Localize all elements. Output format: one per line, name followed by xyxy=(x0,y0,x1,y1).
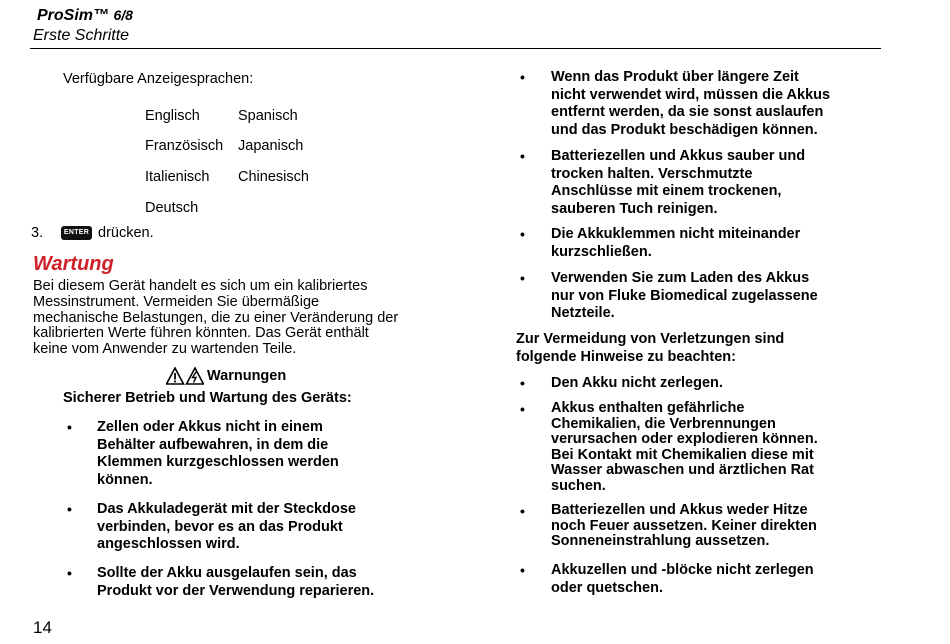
item-line: Akkus enthalten gefährliche xyxy=(551,400,745,416)
list-item xyxy=(551,270,818,323)
bullet-icon: • xyxy=(520,270,525,286)
item-line: Das Akkuladegerät mit der Steckdose xyxy=(97,501,356,517)
item-line: kurzschließen. xyxy=(551,243,652,260)
bullet-icon: • xyxy=(67,565,72,581)
intro-line: folgende Hinweise zu beachten: xyxy=(516,348,736,365)
list-item xyxy=(551,148,805,218)
language-item: Deutsch xyxy=(145,200,199,216)
language-item: Japanisch xyxy=(238,138,304,154)
item-line: Wenn das Produkt über längere Zeit xyxy=(551,69,799,85)
item-line: Behälter aufbewahren, in dem die xyxy=(97,436,329,453)
item-line: sauberen Tuch reinigen. xyxy=(551,200,718,217)
item-line: können. xyxy=(97,471,153,488)
item-line: entfernt werden, da sie sonst auslaufen xyxy=(551,104,824,120)
paragraph-line: Bei diesem Gerät handelt es sich um ein kalibriertes xyxy=(33,278,368,294)
step-number: 3. xyxy=(31,225,44,241)
item-line: verbinden, bevor es an das Produkt xyxy=(97,518,343,535)
language-item: Chinesisch xyxy=(238,169,309,185)
paragraph-line: Messinstrument. Vermeiden Sie übermäßige xyxy=(33,293,320,310)
paragraph-line: kalibrierten Werte führen könnten. Das Gerät enthält xyxy=(33,325,369,342)
item-line: Wasser abwaschen und ärztlichen Rat xyxy=(551,462,814,479)
item-line: Die Akkuklemmen nicht miteinander xyxy=(551,226,801,242)
enter-key-icon: ENTER xyxy=(61,226,92,240)
item-line: nicht verwendet wird, müssen die Akkus xyxy=(551,86,831,103)
intro-line: Zur Vermeidung von Verletzungen sind xyxy=(516,331,785,347)
languages-intro: Verfügbare Anzeigesprachen: xyxy=(63,71,254,87)
item-line: oder quetschen. xyxy=(551,579,663,596)
item-line: noch Feuer aussetzen. Keiner direkten xyxy=(551,517,817,534)
list-item xyxy=(97,565,374,600)
list-item xyxy=(551,562,814,597)
section-title: Erste Schritte xyxy=(33,27,130,44)
document-title xyxy=(37,7,133,25)
bullet-icon: • xyxy=(520,503,525,519)
item-line: suchen. xyxy=(551,477,606,494)
item-line: Klemmen kurzgeschlossen werden xyxy=(97,454,339,470)
item-line: Verwenden Sie zum Laden des Akkus xyxy=(551,270,810,286)
item-line: Produkt vor der Verwendung reparieren. xyxy=(97,582,375,599)
step-text: drücken. xyxy=(98,225,154,241)
bullet-icon: • xyxy=(67,419,72,435)
header-rule xyxy=(30,48,881,49)
warnings-heading xyxy=(166,367,286,385)
item-line: nur von Fluke Biomedical zugelassene xyxy=(551,287,818,304)
item-line: Sonneneinstrahlung aussetzen. xyxy=(551,533,770,550)
list-item xyxy=(551,375,723,393)
item-line: Batteriezellen und Akkus sauber und xyxy=(551,148,806,164)
item-line: Sollte der Akku ausgelaufen sein, das xyxy=(97,565,357,581)
item-line: Zellen oder Akkus nicht in einem xyxy=(97,419,323,435)
item-line: trocken halten. Verschmutzte xyxy=(551,165,753,182)
language-item: Spanisch xyxy=(238,108,298,124)
item-line: Chemikalien, die Verbrennungen xyxy=(551,415,776,432)
item-line: verursachen oder explodieren können. xyxy=(551,431,818,448)
list-item xyxy=(551,69,830,139)
item-line: Batteriezellen und Akkus weder Hitze xyxy=(551,502,808,518)
bullet-icon: • xyxy=(520,226,525,242)
item-line: Anschlüsse mit einem trockenen, xyxy=(551,183,782,199)
list-item xyxy=(97,419,339,489)
product-version: 6/8 xyxy=(113,7,133,23)
warnings-subtitle: Sicherer Betrieb und Wartung des Geräts: xyxy=(63,390,352,406)
maintenance-heading: Wartung xyxy=(33,253,114,275)
product-name: ProSim™ xyxy=(37,7,110,24)
item-line: angeschlossen wird. xyxy=(97,536,240,552)
list-item xyxy=(551,226,800,261)
paragraph-line: mechanische Belastungen, die zu einer Veränderung der xyxy=(33,309,399,326)
bullet-icon: • xyxy=(520,562,525,578)
paragraph-line: keine vom Anwender zu wartenden Teile. xyxy=(33,341,297,358)
language-item: Französisch xyxy=(145,138,224,154)
list-item xyxy=(551,503,817,550)
bullet-icon: • xyxy=(520,375,525,391)
bullet-icon: • xyxy=(520,69,525,85)
item-line: Bei Kontakt mit Chemikalien diese mit xyxy=(551,446,814,463)
item-line: Netzteile. xyxy=(551,305,615,321)
item-line: Den Akku nicht zerlegen. xyxy=(551,375,723,391)
item-line: und das Produkt beschädigen können. xyxy=(551,121,818,138)
injury-intro xyxy=(516,331,784,366)
bullet-icon: • xyxy=(520,401,525,417)
page-number: 14 xyxy=(33,618,52,637)
language-item: Englisch xyxy=(145,108,200,124)
list-item xyxy=(97,501,356,554)
warning-triangle-icon xyxy=(166,367,204,385)
list-item xyxy=(551,401,818,495)
item-line: Akkuzellen und -blöcke nicht zerlegen xyxy=(551,562,814,578)
maintenance-paragraph xyxy=(33,279,398,358)
warnings-title: Warnungen xyxy=(207,368,287,384)
bullet-icon: • xyxy=(67,501,72,517)
language-item: Italienisch xyxy=(145,169,210,185)
bullet-icon: • xyxy=(520,148,525,164)
